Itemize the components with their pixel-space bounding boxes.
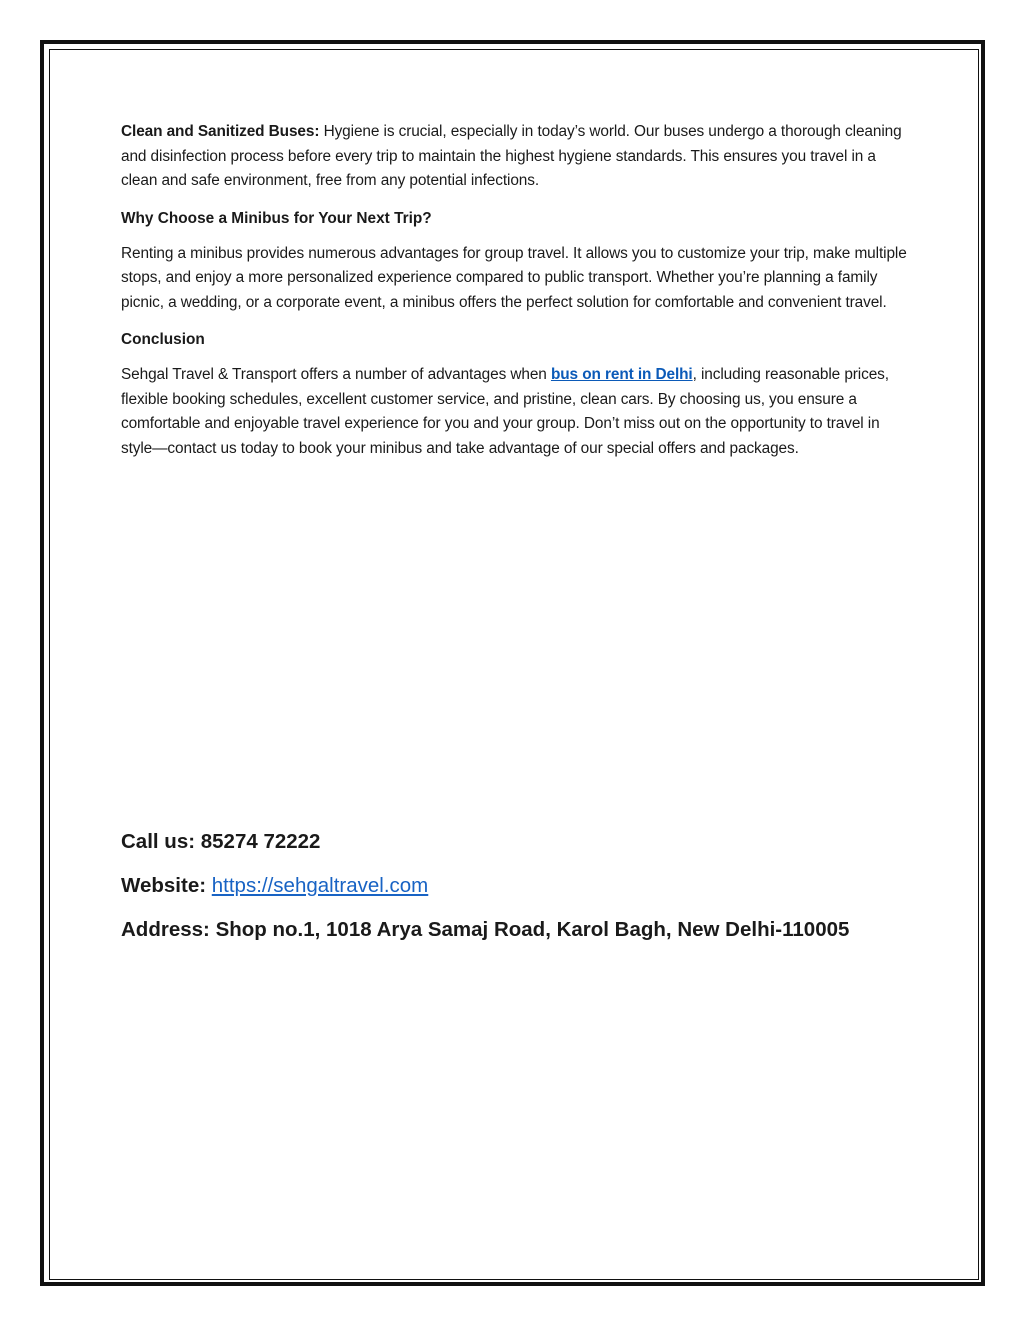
- conclusion-text-before-link: Sehgal Travel & Transport offers a number of advantages when: [121, 366, 551, 383]
- conclusion-heading: Conclusion: [121, 331, 205, 348]
- phone-number: 85274 72222: [200, 830, 321, 853]
- address-value: Shop no.1, 1018 Arya Samaj Road, Karol Bagh, New Delhi-110005: [215, 918, 850, 941]
- conclusion-text-after-link: , including reasonable prices, flexible booking schedules, excellent customer service, and pristine, clean cars. By choosing us, you ensure a comfortable and enjoyable travel experience for you and your group. Don’t miss out on the opportunity to travel in style—contact us today to book your minibus and take advantage of our special offers and packages.: [121, 366, 889, 457]
- conclusion-paragraph: [121, 363, 911, 461]
- address-label: Address:: [121, 918, 210, 941]
- why-minibus-heading: Why Choose a Minibus for Your Next Trip?: [121, 209, 432, 227]
- clean-buses-text: Hygiene is crucial, especially in today’s world. Our buses undergo a thorough cleaning and disinfection process before every trip to maintain the highest hygiene standards. This ensures you travel in a clean and safe environment, free from any potential infections.: [121, 123, 902, 189]
- address-line: [121, 915, 961, 959]
- website-link[interactable]: https://sehgaltravel.com: [211, 874, 429, 897]
- clean-buses-paragraph: [121, 120, 911, 194]
- why-minibus-paragraph: Renting a minibus provides numerous advantages for group travel. It allows you to customize your trip, make multiple stops, and enjoy a more personalized experience compared to public transport. Whether you’re planning a family picnic, a wedding, or a corporate event, a minibus offers the perfect solution for comfortable and convenient travel.: [121, 244, 907, 311]
- call-us-line: [121, 827, 961, 871]
- website-line: [121, 871, 961, 915]
- clean-buses-lead: Clean and Sanitized Buses:: [121, 123, 320, 140]
- bus-on-rent-link[interactable]: bus on rent in Delhi: [550, 366, 693, 383]
- contact-block: [121, 827, 961, 959]
- website-label: Website:: [121, 874, 207, 897]
- call-us-label: Call us:: [121, 830, 196, 853]
- document-body: [121, 120, 911, 474]
